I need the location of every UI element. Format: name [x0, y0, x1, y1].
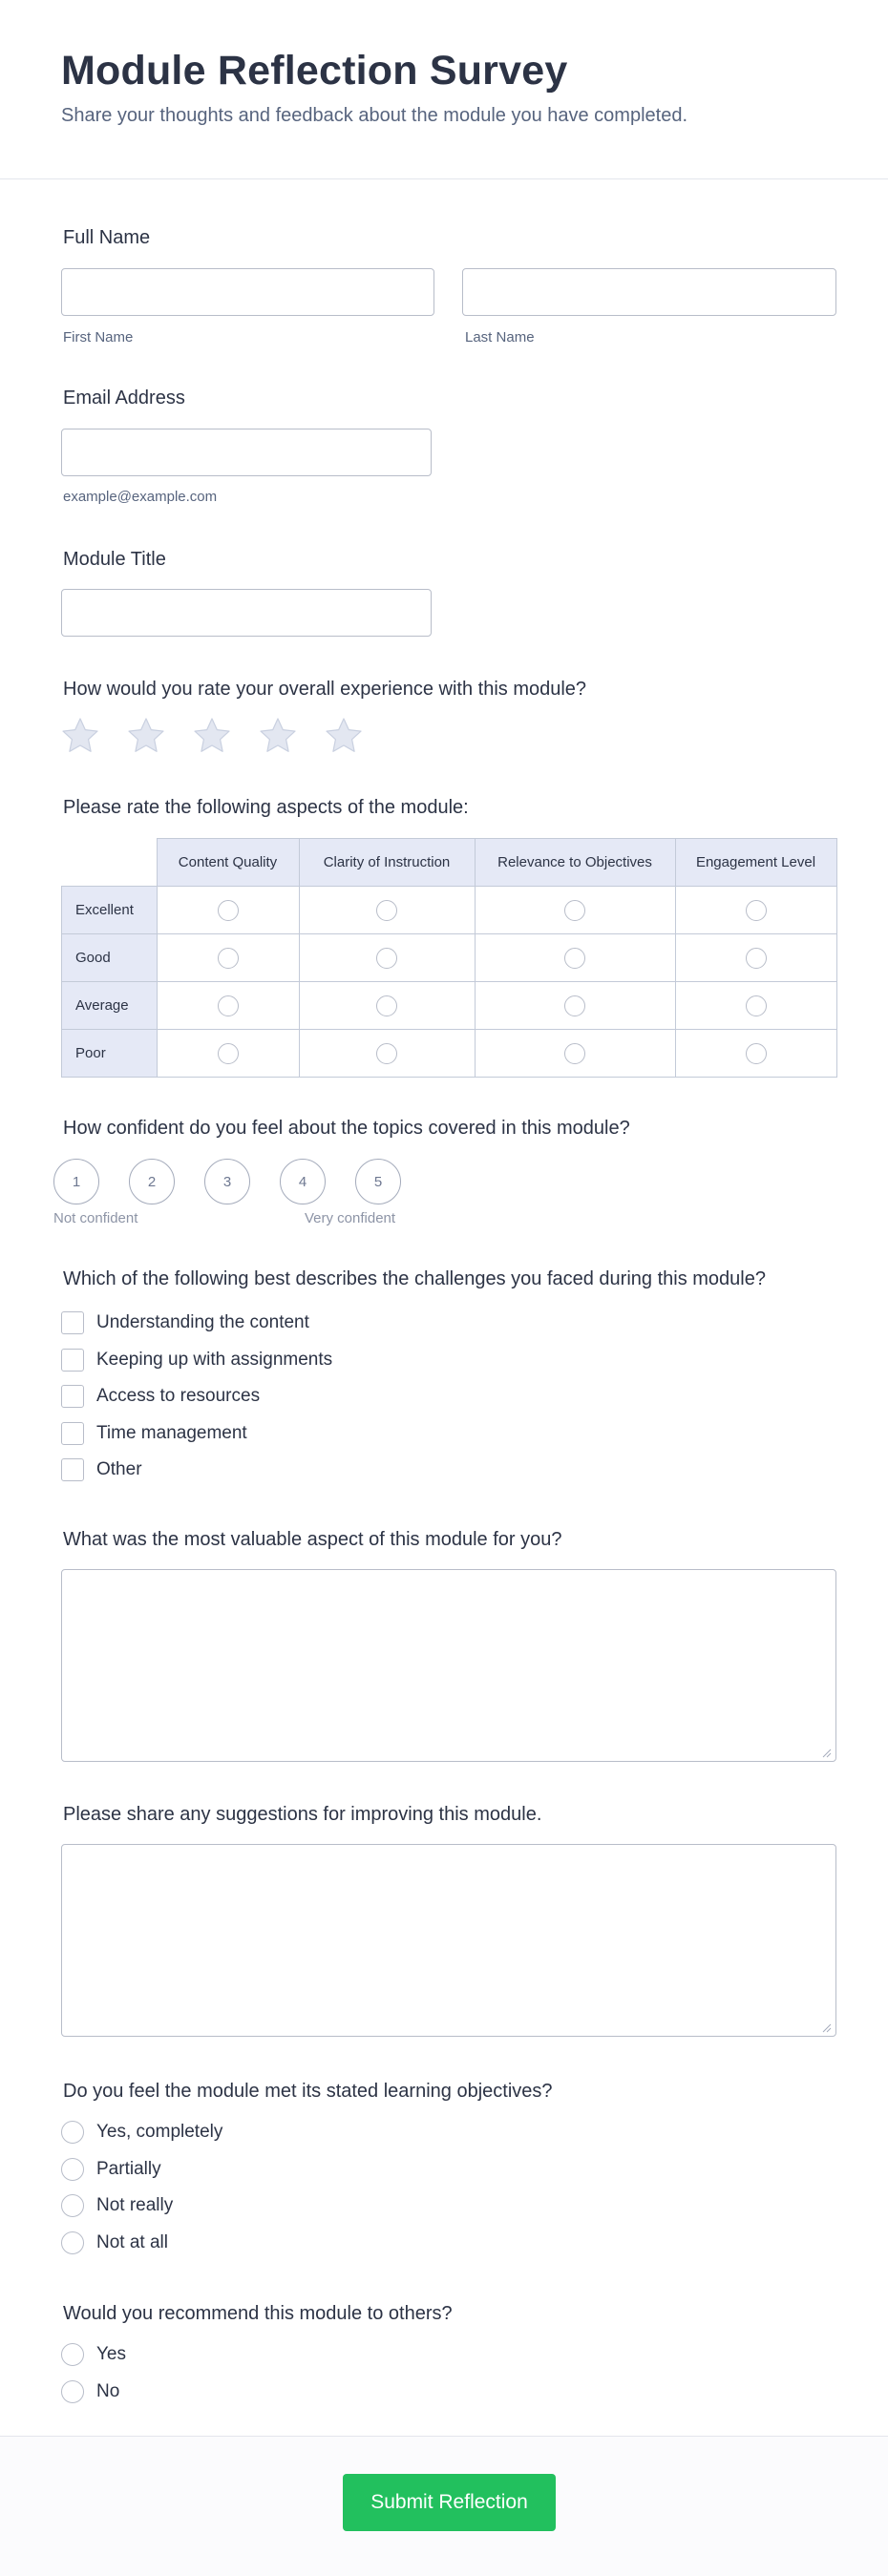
- confidence-scale: [53, 1159, 431, 1204]
- matrix-cell: [299, 1030, 475, 1078]
- challenges-option[interactable]: [61, 1458, 142, 1481]
- last-name-input[interactable]: [462, 268, 836, 316]
- challenges-option[interactable]: [61, 1422, 247, 1445]
- matrix-row-label: Good: [62, 934, 158, 982]
- option-label: Partially: [96, 2158, 161, 2179]
- matrix-radio[interactable]: [746, 1043, 767, 1064]
- email-label: Email Address: [63, 387, 185, 408]
- objectives-option[interactable]: [61, 2158, 161, 2181]
- recommend-label: Would you recommend this module to others?: [63, 2303, 453, 2324]
- matrix-radio[interactable]: [218, 948, 239, 969]
- aspects-label: Please rate the following aspects of the module:: [63, 797, 469, 818]
- option-label: Access to resources: [96, 1386, 261, 1406]
- matrix-cell: [475, 982, 675, 1030]
- recommend-option[interactable]: [61, 2380, 119, 2403]
- resize-grip-icon[interactable]: [822, 2023, 832, 2033]
- option-label: No: [96, 2380, 120, 2401]
- checkbox[interactable]: [61, 1385, 84, 1408]
- option-label: Understanding the content: [96, 1312, 309, 1332]
- matrix-radio[interactable]: [218, 900, 239, 921]
- matrix-cell: [157, 1030, 299, 1078]
- matrix-radio[interactable]: [564, 900, 585, 921]
- aspects-matrix: [61, 838, 837, 1078]
- star-icon[interactable]: [127, 717, 165, 755]
- option-label: Yes: [96, 2344, 126, 2364]
- matrix-radio[interactable]: [564, 1043, 585, 1064]
- matrix-cell: [299, 934, 475, 982]
- matrix-row: [62, 887, 837, 934]
- matrix-cell: [675, 887, 836, 934]
- matrix-row: [62, 982, 837, 1030]
- suggestions-textarea[interactable]: [61, 1844, 836, 2037]
- matrix-cell: [675, 982, 836, 1030]
- objectives-label: Do you feel the module met its stated learning objectives?: [63, 2081, 553, 2102]
- matrix-radio[interactable]: [376, 900, 397, 921]
- module-title-label: Module Title: [63, 549, 166, 570]
- full-name-label: Full Name: [63, 227, 151, 248]
- matrix-radio[interactable]: [376, 995, 397, 1016]
- module-title-input[interactable]: [61, 589, 432, 637]
- matrix-col-relevance: Relevance to Objectives: [475, 839, 675, 887]
- checkbox[interactable]: [61, 1349, 84, 1372]
- matrix-cell: [475, 887, 675, 934]
- matrix-radio[interactable]: [218, 1043, 239, 1064]
- email-sublabel: example@example.com: [63, 489, 218, 505]
- scale-option[interactable]: 1: [53, 1159, 99, 1204]
- matrix-cell: [475, 1030, 675, 1078]
- last-name-sublabel: Last Name: [465, 329, 535, 346]
- matrix-cell: [475, 934, 675, 982]
- matrix-col-content-quality: Content Quality: [157, 839, 299, 887]
- email-input[interactable]: [61, 429, 432, 476]
- matrix-cell: [299, 982, 475, 1030]
- star-icon[interactable]: [259, 717, 297, 755]
- objectives-option[interactable]: [61, 2121, 222, 2144]
- checkbox[interactable]: [61, 1422, 84, 1445]
- page-subtitle: Share your thoughts and feedback about the module you have completed.: [61, 105, 688, 126]
- matrix-row: [62, 934, 837, 982]
- matrix-row-label: Excellent: [62, 887, 158, 934]
- star-icon[interactable]: [193, 717, 231, 755]
- objectives-option[interactable]: [61, 2194, 173, 2217]
- matrix-cell: [299, 887, 475, 934]
- option-label: Not at all: [96, 2231, 168, 2252]
- radio-button[interactable]: [61, 2231, 84, 2254]
- valuable-textarea[interactable]: [61, 1569, 836, 1762]
- objectives-option[interactable]: [61, 2231, 168, 2254]
- matrix-radio[interactable]: [746, 900, 767, 921]
- scale-option[interactable]: 5: [355, 1159, 401, 1204]
- valuable-label: What was the most valuable aspect of this module for you?: [63, 1529, 562, 1550]
- matrix-cell: [157, 934, 299, 982]
- form-header: [0, 0, 888, 179]
- scale-option[interactable]: 2: [129, 1159, 175, 1204]
- matrix-row: [62, 1030, 837, 1078]
- matrix-col-clarity: Clarity of Instruction: [299, 839, 475, 887]
- star-rating: [61, 717, 391, 755]
- matrix-cell: [675, 934, 836, 982]
- matrix-radio[interactable]: [746, 948, 767, 969]
- matrix-row-label: Poor: [62, 1030, 158, 1078]
- first-name-sublabel: First Name: [63, 329, 134, 346]
- radio-button[interactable]: [61, 2121, 84, 2144]
- challenges-label: Which of the following best describes the challenges you faced during this module?: [63, 1268, 766, 1289]
- matrix-radio[interactable]: [376, 1043, 397, 1064]
- matrix-cell: [675, 1030, 836, 1078]
- checkbox[interactable]: [61, 1311, 84, 1334]
- star-icon[interactable]: [325, 717, 363, 755]
- option-label: Time management: [96, 1422, 247, 1443]
- confidence-min-caption: Not confident: [53, 1210, 138, 1226]
- confidence-max-caption: Very confident: [305, 1210, 396, 1226]
- matrix-radio[interactable]: [218, 995, 239, 1016]
- challenges-option[interactable]: [61, 1385, 260, 1408]
- matrix-radio[interactable]: [564, 948, 585, 969]
- radio-button[interactable]: [61, 2194, 84, 2217]
- matrix-cell: [157, 887, 299, 934]
- radio-button[interactable]: [61, 2380, 84, 2403]
- matrix-corner: [62, 839, 158, 887]
- star-icon[interactable]: [61, 717, 99, 755]
- resize-grip-icon[interactable]: [822, 1749, 832, 1758]
- option-label: Keeping up with assignments: [96, 1349, 333, 1370]
- confidence-label: How confident do you feel about the topics covered in this module?: [63, 1118, 630, 1139]
- suggestions-label: Please share any suggestions for improving this module.: [63, 1804, 542, 1825]
- matrix-radio[interactable]: [376, 948, 397, 969]
- recommend-option[interactable]: [61, 2343, 126, 2366]
- radio-button[interactable]: [61, 2158, 84, 2181]
- matrix-col-engagement: Engagement Level: [675, 839, 836, 887]
- overall-rating-label: How would you rate your overall experience with this module?: [63, 679, 587, 700]
- page-title: Module Reflection Survey: [61, 48, 568, 94]
- option-label: Other: [96, 1459, 142, 1479]
- option-label: Not really: [96, 2195, 174, 2215]
- challenges-option[interactable]: [61, 1311, 309, 1334]
- matrix-radio[interactable]: [564, 995, 585, 1016]
- checkbox[interactable]: [61, 1458, 84, 1481]
- option-label: Yes, completely: [96, 2122, 223, 2142]
- matrix-radio[interactable]: [746, 995, 767, 1016]
- form-footer: [0, 2436, 888, 2576]
- scale-option[interactable]: 3: [204, 1159, 250, 1204]
- scale-option[interactable]: 4: [280, 1159, 326, 1204]
- submit-button[interactable]: Submit Reflection: [343, 2474, 556, 2531]
- matrix-cell: [157, 982, 299, 1030]
- first-name-input[interactable]: [61, 268, 434, 316]
- matrix-row-label: Average: [62, 982, 158, 1030]
- challenges-option[interactable]: [61, 1349, 332, 1372]
- radio-button[interactable]: [61, 2343, 84, 2366]
